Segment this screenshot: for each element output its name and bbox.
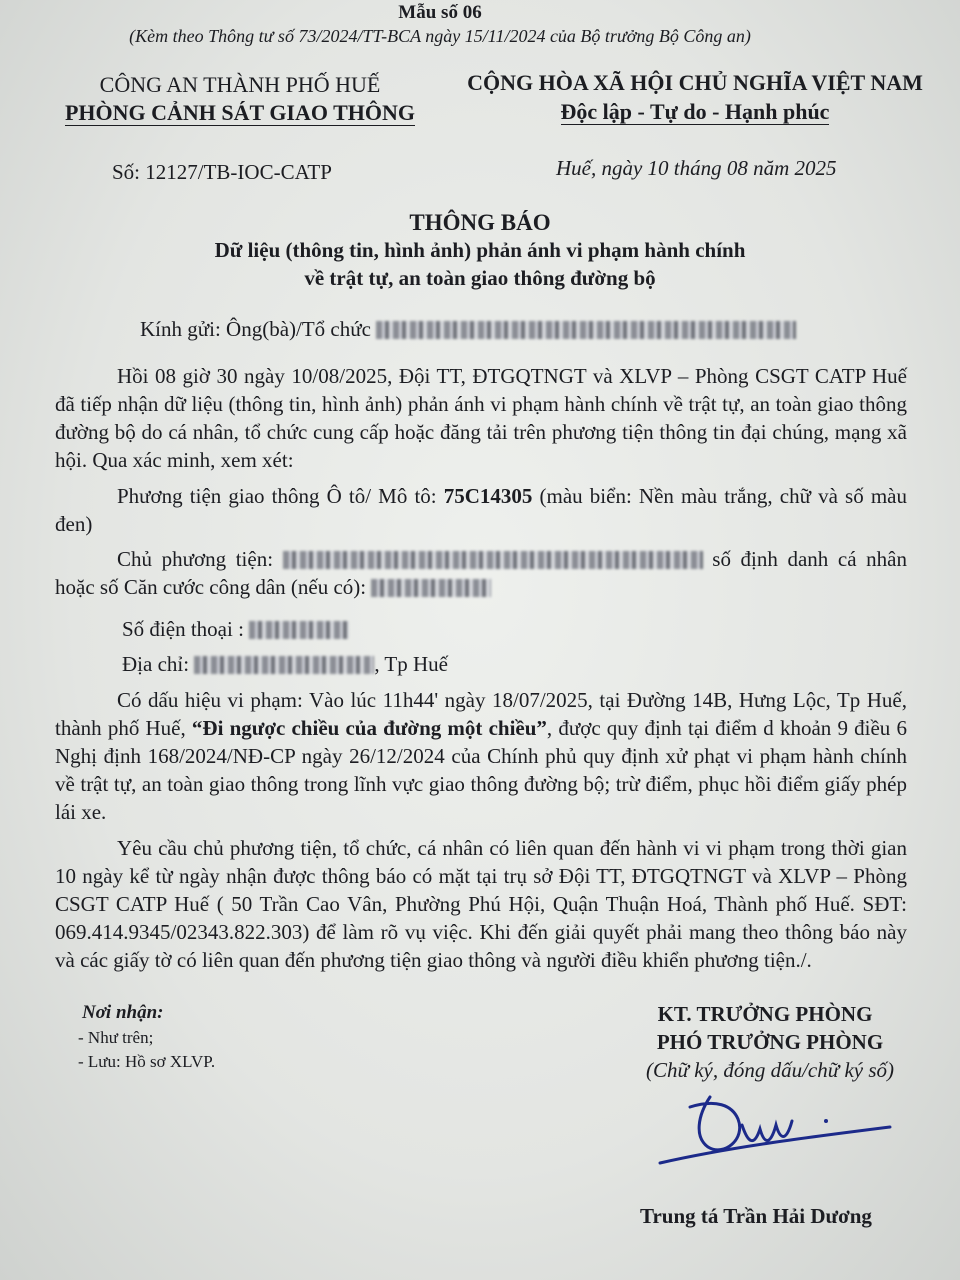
document-subtitle-2: về trật tự, an toàn giao thông đường bộ [304, 266, 656, 290]
form-number: Mẫu số 06 [398, 2, 482, 23]
document-number: Số: 12127/TB-IOC-CATP [112, 160, 332, 184]
redacted-owner [283, 551, 703, 569]
recipient-item: - Như trên; [78, 1028, 154, 1047]
recipients-title: Nơi nhận: [82, 1002, 164, 1023]
document-subtitle-1: Dữ liệu (thông tin, hình ảnh) phản ánh vi phạm hành chính [214, 238, 746, 262]
redacted-phone [249, 621, 349, 639]
country-title: CỘNG HÒA XÃ HỘI CHỦ NGHĨA VIỆT NAM [467, 70, 923, 95]
request-paragraph: Yêu cầu chủ phương tiện, tổ chức, cá nhân có liên quan đến hành vi vi phạm trong thời gian 10 ngày kể từ ngày nhận được thông báo có mặt tại trụ sở Đội TT, ĐTGQTNGT và XLVP – Phòng CSGT CATP Huế ( 50 Trần Cao Vân, Phường Phú Hội, Quận Thuận Hoá, Thành phố Huế. SĐT: 069.414.9345/02343.822.303) để làm rõ vụ việc. Khi đến giải quyết phải mang theo thông báo này và các giấy tờ có liên quan đến phương tiện giao thông và người điều khiển phương tiện./. [55, 836, 907, 972]
redacted-address [194, 656, 374, 674]
form-reference: (Kèm theo Thông tư số 73/2024/TT-BCA ngày 15/11/2024 của Bộ trưởng Bộ Công an) [129, 26, 751, 46]
recipient-item: - Lưu: Hồ sơ XLVP. [78, 1052, 216, 1071]
violation-paragraph: Có dấu hiệu vi phạm: Vào lúc 11h44' ngày 18/07/2025, tại Đường 14B, Hưng Lộc, Tp Huế, thành phố Huế, “Đi ngược chiều của đường một chiều”, được quy định tại điểm d khoản 9 điều 6 Nghị định 168/2024/NĐ-CP ngày 26/12/2024 của Chính phủ quy định xử phạt vi phạm hành chính về trật tự, an toàn giao thông trong lĩnh vực giao thông đường bộ; trừ điểm, phục hồi điểm giấy phép lái xe. [55, 688, 907, 824]
redacted-id [371, 579, 491, 597]
signer-role-2: PHÓ TRƯỞNG PHÒNG [656, 1030, 884, 1054]
motto: Độc lập - Tự do - Hạnh phúc [560, 99, 830, 124]
handwritten-signature [650, 1085, 900, 1175]
phone-line: Số điện thoại : [122, 615, 349, 643]
redacted-recipient [376, 321, 796, 339]
signer-name: Trung tá Trần Hải Dương [640, 1204, 872, 1228]
signature-note: (Chữ ký, đóng dấu/chữ ký số) [645, 1058, 894, 1082]
signer-role-1: KT. TRƯỞNG PHÒNG [657, 1002, 873, 1026]
agency-name: PHÒNG CẢNH SÁT GIAO THÔNG [64, 100, 415, 125]
vehicle-line: Phương tiện giao thông Ô tô/ Mô tô: 75C14305 (màu biển: Nền màu trắng, chữ và số màu đen) [55, 484, 907, 536]
recipient-line: Kính gửi: Ông(bà)/Tổ chức [140, 315, 796, 343]
owner-line: Chủ phương tiện: số định danh cá nhân hoặc số Căn cước công dân (nếu có): [55, 547, 907, 599]
address-line: Địa chỉ: , Tp Huế [122, 652, 448, 676]
agency-parent: CÔNG AN THÀNH PHỐ HUẾ [99, 72, 381, 97]
paragraph-intro: Hồi 08 giờ 30 ngày 10/08/2025, Đội TT, ĐTGQTNGT và XLVP – Phòng CSGT CATP Huế đã tiếp nhận dữ liệu (thông tin, hình ảnh) phản ánh vi phạm hành chính về trật tự, an toàn giao thông đường bộ do cá nhân, tổ chức cung cấp hoặc đăng tải trên phương tiện thông tin đại chúng, mạng xã hội. Qua xác minh, xem xét: [55, 364, 907, 472]
document-date: Huế, ngày 10 tháng 08 năm 2025 [556, 156, 837, 180]
document-title: THÔNG BÁO [409, 210, 551, 235]
